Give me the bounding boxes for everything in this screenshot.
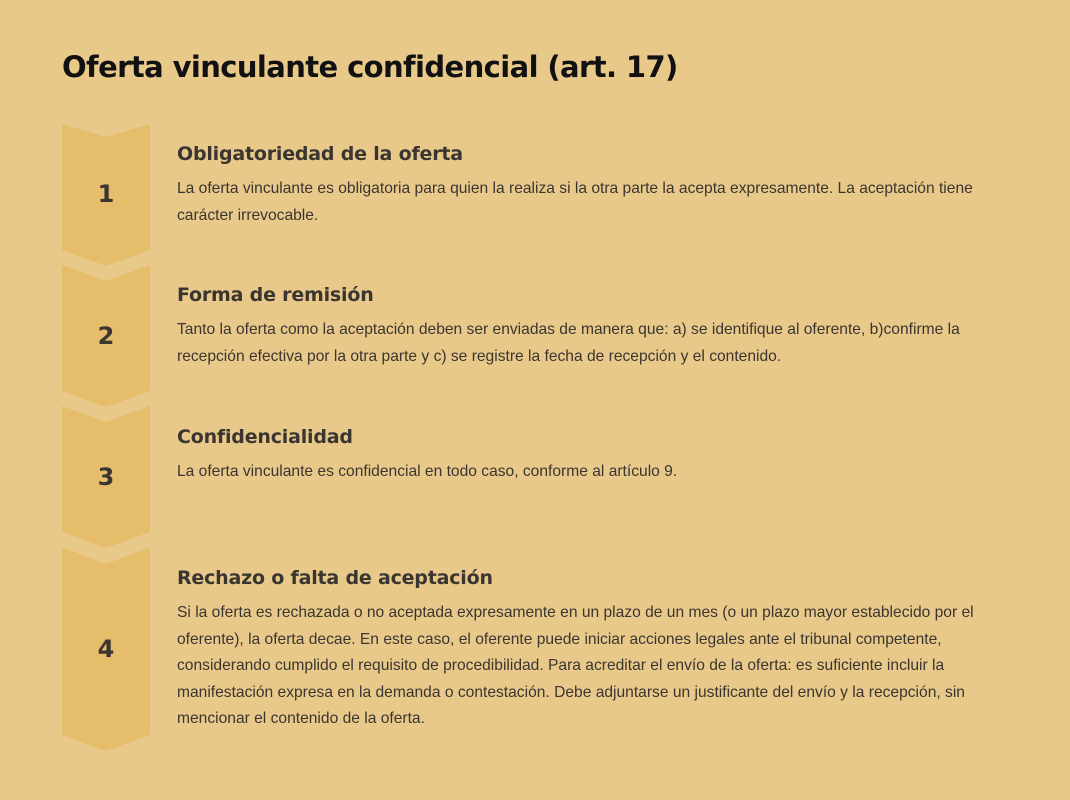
step-4-number: 4 (97, 635, 115, 663)
step-1-heading: Obligatoriedad de la oferta (177, 143, 463, 165)
step-3 (62, 406, 1022, 548)
step-3-heading: Confidencialidad (177, 426, 353, 448)
step-3-text: La oferta vinculante es confidencial en todo caso, conforme al artículo 9. (177, 463, 678, 480)
step-2-number: 2 (97, 322, 115, 350)
step-2-heading: Forma de remisión (177, 284, 374, 306)
step-2 (62, 265, 1022, 407)
step-4-text: Si la oferta es rechazada o no aceptada expresamente en un plazo de un mes (o un plazo mayor establecido por el oferente), la oferta decae. En este caso, el oferente puede iniciar acciones legales ante el tribunal competente, considerando cumplido el requisito de procedibilidad. Para acreditar el envío de la oferta: es suficiente incluir la manifestación expresa en la demanda o contestación. Debe adjuntarse un justificante del envío y la recepción, sin mencionar el contenido de la oferta. (177, 604, 974, 728)
step-2-text: Tanto la oferta como la aceptación deben ser enviadas de manera que: a) se identifique al oferente, b)confirme la recepción efectiva por la otra parte y c) se registre la fecha de recepción y el contenido. (177, 321, 960, 365)
step-4 (62, 547, 1022, 751)
step-1 (62, 124, 1022, 266)
step-1-number: 1 (97, 180, 115, 208)
step-1-text: La oferta vinculante es obligatoria para quien la realiza si la otra parte la acepta expresamente. La aceptación tiene carácter irrevocable. (177, 180, 973, 224)
step-4-heading: Rechazo o falta de aceptación (177, 567, 493, 589)
page-title: Oferta vinculante confidencial (art. 17) (62, 50, 678, 84)
step-3-number: 3 (97, 463, 115, 491)
